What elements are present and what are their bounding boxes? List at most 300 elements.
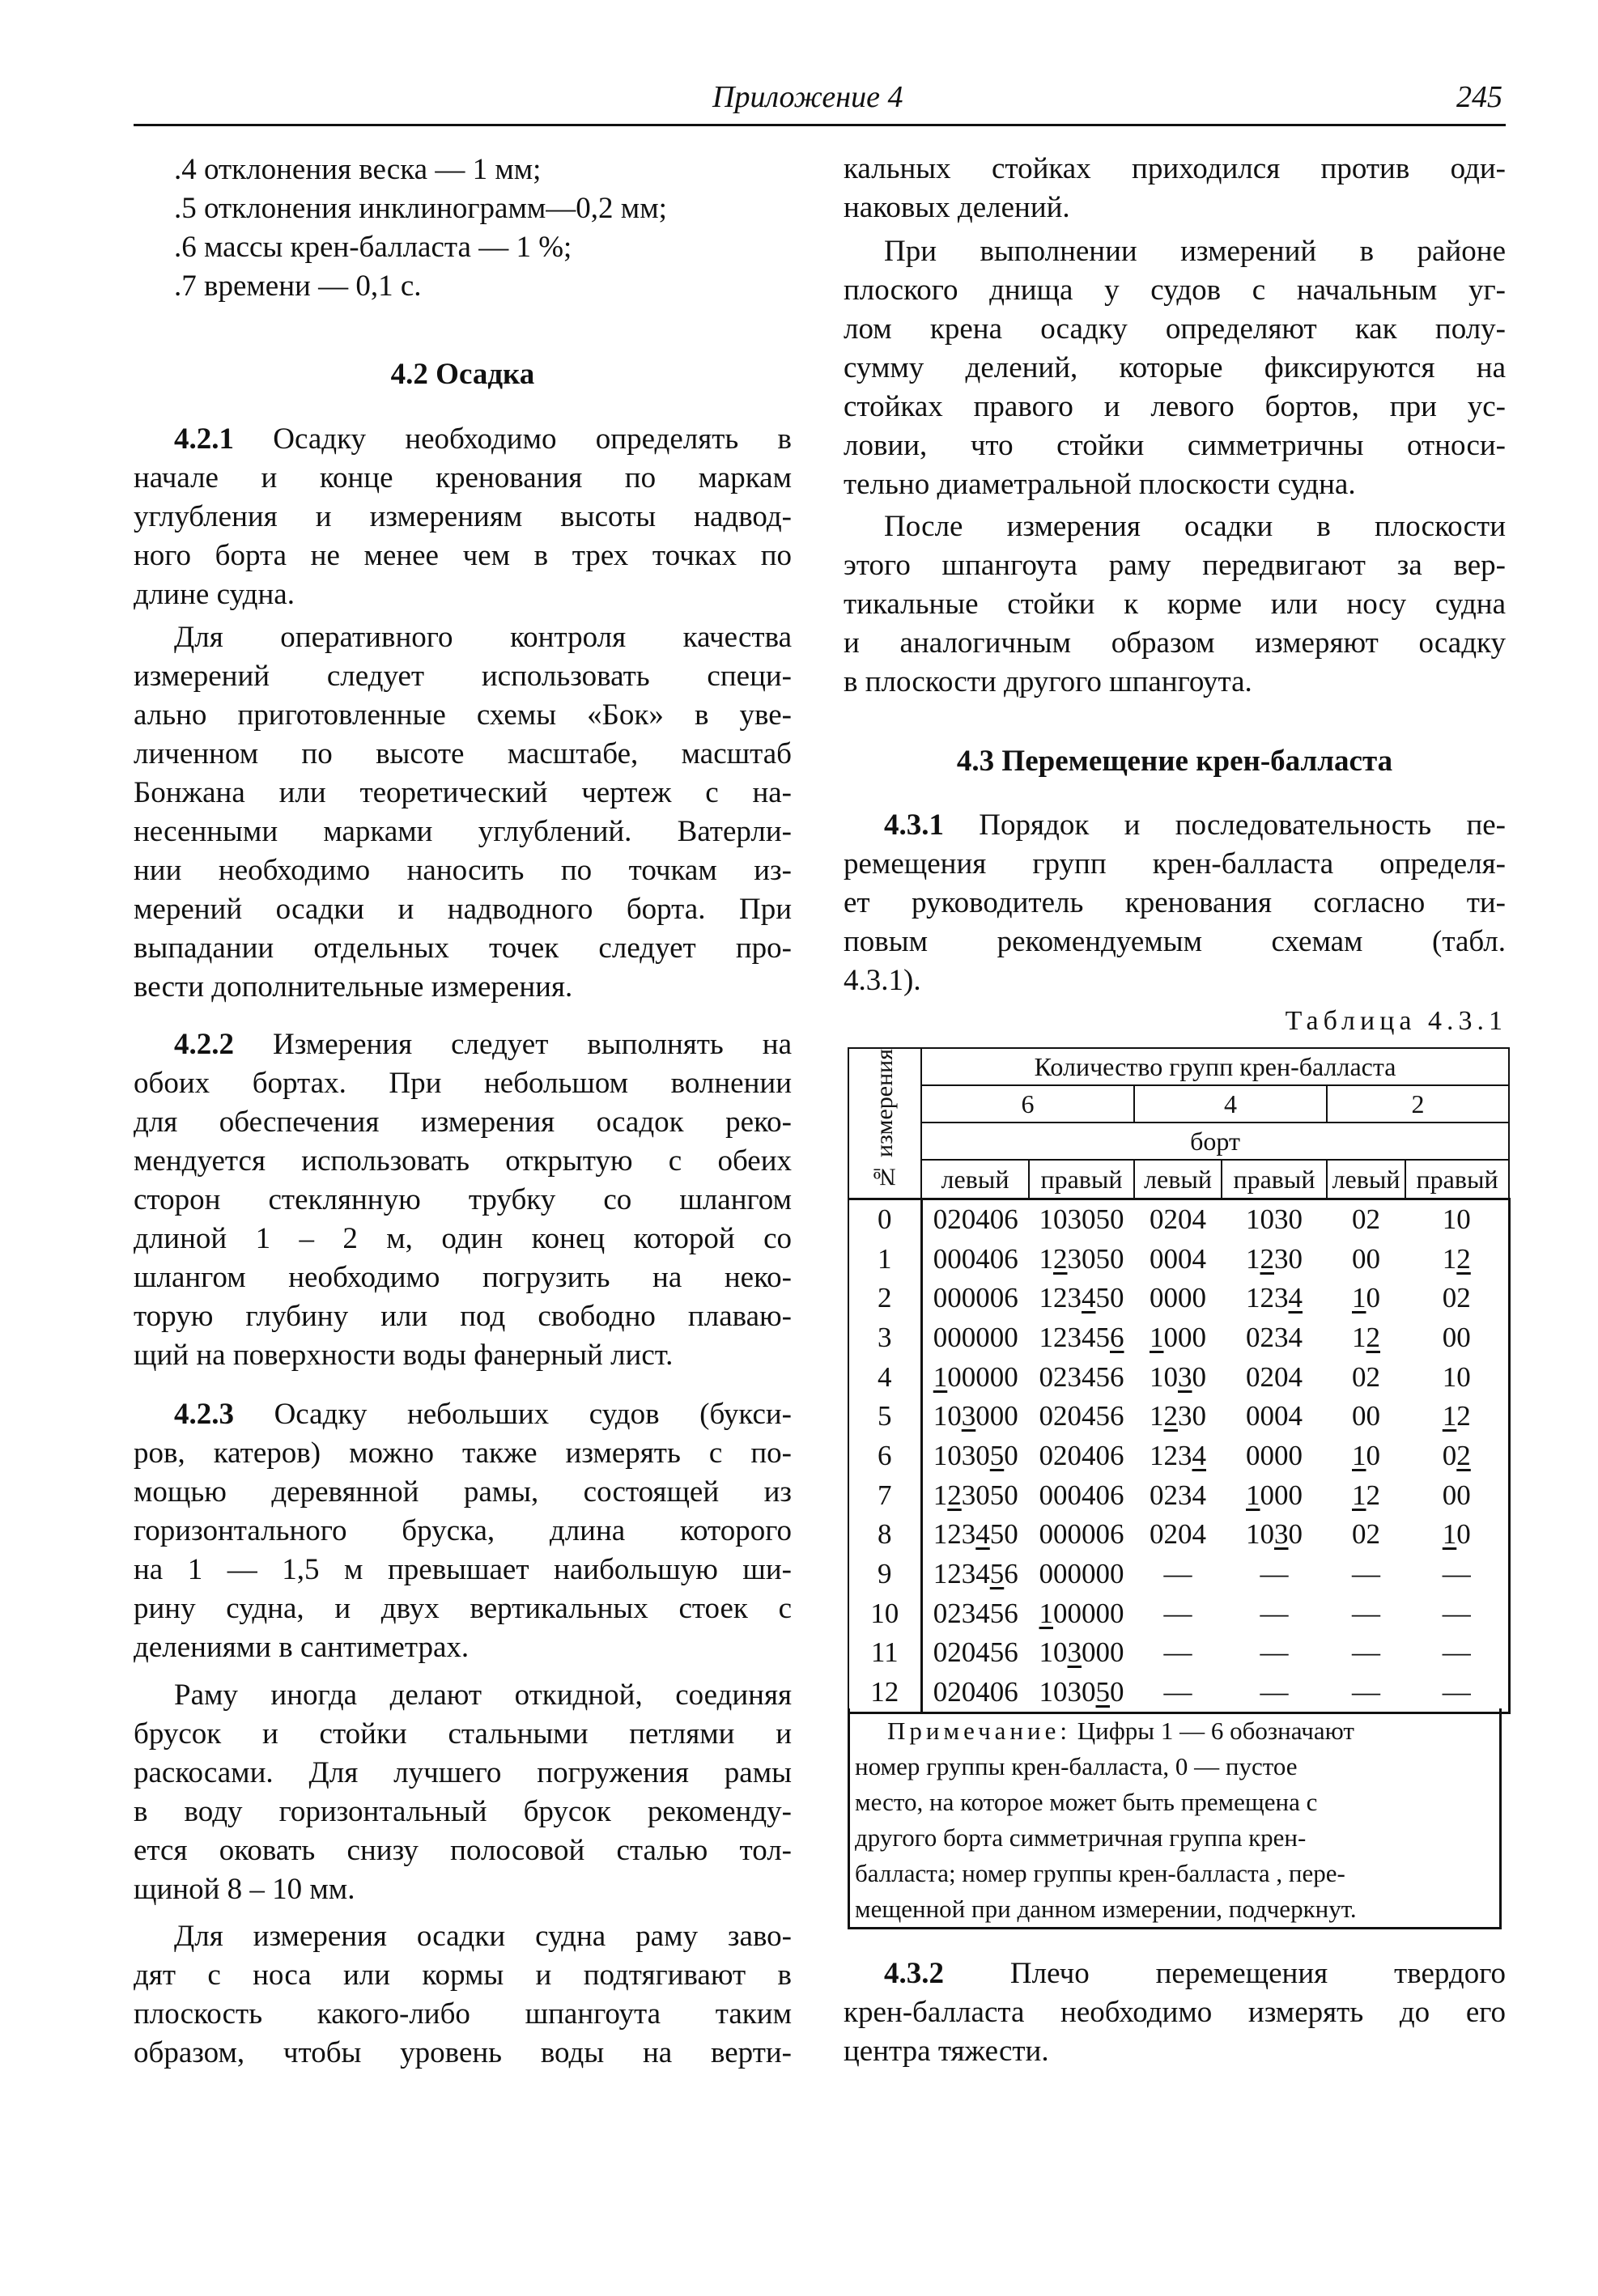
- line-text: нии необходимо наносить по точкам из-: [134, 854, 792, 887]
- table-cell: 00: [1352, 1242, 1380, 1275]
- moved-group-digit: 2: [1053, 1242, 1068, 1275]
- note-text: мещенной при данном измерении, подчеркнут.: [855, 1895, 1357, 1923]
- table-cell: 02: [1352, 1518, 1380, 1551]
- text-line: [134, 1220, 792, 1258]
- line-text: Измерения следует выполнять на: [272, 1028, 792, 1061]
- moved-group-digit: 6: [1110, 1321, 1124, 1353]
- moved-group-digit: 2: [1163, 1400, 1178, 1432]
- measurement-no: 0: [848, 1199, 921, 1239]
- note-line: [855, 1713, 1496, 1749]
- list-item: .6 массы крен-балласта — 1 %;: [174, 231, 572, 264]
- text-line: [134, 1103, 792, 1142]
- line-text: делениями в сантиметрах.: [134, 1631, 470, 1664]
- line-text: в воду горизонтальный брусок рекоменду-: [134, 1795, 792, 1828]
- table-cell: —: [1405, 1594, 1509, 1633]
- side-right: правый: [1222, 1160, 1327, 1199]
- measurement-no: 5: [848, 1397, 921, 1437]
- text-line: [844, 1993, 1506, 2032]
- line-text: шлангом необходимо погрузить на неко-: [134, 1261, 792, 1294]
- text-line: [134, 1434, 792, 1473]
- text-line: [844, 845, 1506, 884]
- table-cell: 1030: [1222, 1199, 1327, 1239]
- moved-group-digit: 1: [1442, 1518, 1457, 1551]
- line-text: тикальные стойки к корме или носу судна: [844, 588, 1506, 621]
- line-text: стойках правого и левого бортов, при ус-: [844, 390, 1506, 423]
- table-cell: 02: [1327, 1199, 1405, 1239]
- line-text: ет руководитель кренования согласно ти-: [844, 886, 1506, 919]
- text-line: [134, 1917, 792, 1956]
- text-line: [134, 459, 792, 498]
- text-line: [134, 890, 792, 929]
- line-text: этого шпангоута раму передвигают за вер-: [844, 549, 1506, 582]
- text-line: [134, 1995, 792, 2034]
- measurement-no: 6: [848, 1437, 921, 1476]
- side-left: левый: [1327, 1160, 1405, 1199]
- table-cell: 020406: [921, 1199, 1029, 1239]
- line-text: измерений следует использовать специ-: [134, 660, 792, 693]
- line-text: кальных стойках приходился против оди-: [844, 152, 1506, 185]
- table-cell: —: [1405, 1633, 1509, 1673]
- text-line: [134, 498, 792, 537]
- table-cell: 1234: [1150, 1439, 1206, 1471]
- list-item: .4 отклонения веска — 1 мм;: [174, 153, 542, 186]
- text-line: [134, 1181, 792, 1220]
- text-line: [844, 310, 1506, 349]
- measurement-no: 3: [848, 1318, 921, 1358]
- moved-group-digit: 3: [1178, 1360, 1192, 1393]
- table-cell: 000406: [933, 1242, 1018, 1275]
- table-cell: 020456: [1039, 1400, 1124, 1432]
- note-line: [855, 1856, 1496, 1891]
- text-line: [844, 663, 1506, 702]
- table-cell: 023456: [1039, 1360, 1124, 1393]
- note-line: [855, 1749, 1496, 1785]
- line-text: наковых делений.: [844, 191, 1070, 224]
- text-line: [844, 150, 1506, 189]
- table-cell: 12: [1405, 1239, 1509, 1279]
- table-cell: 123456: [933, 1558, 1018, 1590]
- line-text: торую глубину или под свободно плаваю-: [134, 1300, 792, 1333]
- line-text: длине судна.: [134, 578, 295, 611]
- moved-group-digit: 2: [1456, 1242, 1471, 1275]
- section-number: 4.2.3: [174, 1398, 234, 1431]
- measurement-no: 12: [848, 1673, 921, 1713]
- running-header-title: Приложение 4: [712, 80, 903, 114]
- table-cell: 02: [1352, 1360, 1380, 1393]
- text-line: [844, 2032, 1506, 2071]
- moved-group-digit: 4: [1288, 1282, 1303, 1314]
- line-text: в плоскости другого шпангоута.: [844, 665, 1252, 698]
- measurement-no: 8: [848, 1515, 921, 1555]
- table-cell: —: [1260, 1597, 1289, 1629]
- table-cell: 0004: [1246, 1400, 1303, 1432]
- table-cell: 123456: [1039, 1321, 1124, 1353]
- line-text: повым рекомендуемым схемам (табл.: [844, 925, 1506, 958]
- table-cell: 1000: [1150, 1321, 1206, 1353]
- table-cell: 000406: [1039, 1479, 1124, 1511]
- text-line: [134, 1025, 792, 1064]
- page-number: 245: [1456, 80, 1502, 114]
- text-line: [134, 1395, 792, 1434]
- text-line: [844, 465, 1506, 504]
- section-heading-4-2: 4.2 Осадка: [390, 358, 535, 391]
- moved-group-digit: 1: [1150, 1321, 1164, 1353]
- text-line: [844, 189, 1506, 227]
- line-text: сумму делений, которые фиксируются на: [844, 351, 1506, 384]
- text-line: [844, 427, 1506, 465]
- note-text: место, на которое может быть премещена с: [855, 1788, 1318, 1816]
- line-text: мендуется использовать открытую с обеих: [134, 1144, 792, 1178]
- line-text: на 1 — 1,5 м превышает наибольшую ши-: [134, 1553, 792, 1586]
- text-line: [844, 923, 1506, 961]
- measurement-no: 10: [848, 1594, 921, 1633]
- line-text: длиной 1 – 2 м, один конец которой со: [134, 1222, 792, 1255]
- moved-group-digit: 4: [975, 1518, 990, 1551]
- text-line: [844, 961, 1506, 1000]
- moved-group-digit: 1: [1246, 1479, 1260, 1511]
- table-cell: 000000: [933, 1321, 1018, 1353]
- text-line: [134, 1064, 792, 1103]
- table-cell: 00: [1405, 1318, 1509, 1358]
- table-cell: 020456: [933, 1636, 1018, 1669]
- line-text: плоскость какого-либо шпангоута таким: [134, 1997, 792, 2031]
- table-row: [848, 1199, 1509, 1239]
- text-line: [134, 1676, 792, 1715]
- list-item: .7 времени — 0,1 с.: [174, 269, 422, 303]
- header-rule: [134, 124, 1506, 126]
- table-cell: 0234: [1150, 1479, 1206, 1511]
- table-row: [848, 1239, 1509, 1279]
- paragraph: [134, 420, 792, 614]
- table-cell: 103000: [1039, 1636, 1124, 1669]
- note-text: другого борта симметричная группа крен-: [855, 1823, 1307, 1852]
- line-text: обоих бортах. При небольшом волнении: [134, 1067, 792, 1100]
- moved-group-digit: 2: [1260, 1242, 1274, 1275]
- line-text: дят с носа или кормы и подтягивают в: [134, 1959, 792, 1992]
- side-right: правый: [1029, 1160, 1134, 1199]
- paragraph: [844, 1954, 1506, 2071]
- table-row: [848, 1279, 1509, 1318]
- table-row: [848, 1515, 1509, 1555]
- text-line: [134, 929, 792, 968]
- side-left: левый: [921, 1160, 1029, 1199]
- table-cell: 0000: [1150, 1282, 1206, 1314]
- line-text: При выполнении измерений в районе: [884, 235, 1506, 268]
- group-6: 6: [921, 1085, 1134, 1123]
- measurement-no: 2: [848, 1279, 921, 1318]
- table-cell: 1230: [1246, 1242, 1303, 1275]
- paragraph: [134, 618, 792, 1007]
- text-line: [844, 1954, 1506, 1993]
- table-cell: 10: [1352, 1282, 1380, 1314]
- table-cell: —: [1405, 1673, 1509, 1713]
- line-text: сторон стеклянную трубку со шлангом: [134, 1183, 792, 1216]
- ballast-table: [848, 1047, 1511, 1714]
- text-line: [134, 1754, 792, 1793]
- text-line: [134, 851, 792, 890]
- table-cell: 000006: [933, 1282, 1018, 1314]
- text-line: [134, 968, 792, 1007]
- table-row: [848, 1594, 1509, 1633]
- text-line: [134, 1142, 792, 1181]
- text-line: [134, 2034, 792, 2073]
- text-line: [134, 618, 792, 657]
- moved-group-digit: 1: [1039, 1597, 1053, 1629]
- text-line: [134, 537, 792, 575]
- text-line: [134, 1870, 792, 1909]
- line-text: Осадку небольших судов (букси-: [274, 1398, 792, 1431]
- paragraph: [134, 1025, 792, 1375]
- table-cell: —: [1352, 1558, 1380, 1590]
- line-text: раскосами. Для лучшего погружения рамы: [134, 1756, 792, 1789]
- measurement-no: 7: [848, 1475, 921, 1515]
- line-text: После измерения осадки в плоскости: [884, 510, 1506, 543]
- table-row: [848, 1633, 1509, 1673]
- text-line: [134, 1715, 792, 1754]
- line-text: центра тяжести.: [844, 2035, 1049, 2068]
- table-cell: 103050: [933, 1439, 1018, 1471]
- side-header: борт: [921, 1123, 1509, 1160]
- text-line: [134, 1512, 792, 1551]
- table-cell: 123050: [1039, 1242, 1124, 1275]
- line-text: ловии, что стойки симметричны относи-: [844, 429, 1506, 462]
- table-cell: 0234: [1246, 1321, 1303, 1353]
- line-text: вести дополнительные измерения.: [134, 970, 573, 1004]
- line-text: и аналогичным образом измеряют осадку: [844, 626, 1506, 660]
- text-line: [134, 696, 792, 735]
- paragraph: [134, 1395, 792, 1667]
- line-text: Порядок и последовательность пе-: [979, 808, 1506, 842]
- tolerance-list: [134, 151, 792, 306]
- table-cell: 10: [1405, 1199, 1509, 1239]
- text-line: [134, 1831, 792, 1870]
- paragraph: [844, 150, 1506, 227]
- line-text: горизонтального бруска, длина которого: [134, 1514, 792, 1547]
- text-line: [134, 1258, 792, 1297]
- table-cell: 100000: [1039, 1597, 1124, 1629]
- line-text: личенном по высоте масштабе, масштаб: [134, 737, 792, 770]
- table-cell: —: [1163, 1636, 1192, 1669]
- line-text: рину судна, и двух вертикальных стоек с: [134, 1592, 792, 1625]
- line-text: Для оперативного контроля качества: [174, 621, 792, 654]
- note-line: [855, 1785, 1496, 1820]
- section-heading-4-3: 4.3 Перемещение крен-балласта: [956, 745, 1393, 778]
- line-text: Раму иногда делают откидной, соединяя: [174, 1678, 792, 1712]
- table-cell: 123450: [1039, 1282, 1124, 1314]
- text-line: [134, 1628, 792, 1667]
- table-cell: 000000: [1039, 1558, 1124, 1590]
- text-line: [134, 813, 792, 851]
- table-cell: 020406: [1039, 1439, 1124, 1471]
- table-cell: —: [1134, 1673, 1222, 1713]
- text-line: [844, 585, 1506, 624]
- line-text: Бонжана или теоретический чертеж с на-: [134, 776, 792, 809]
- section-number: 4.2.1: [174, 422, 234, 456]
- table-cell: 02: [1405, 1279, 1509, 1318]
- moved-group-digit: 1: [1352, 1282, 1366, 1314]
- table-cell: 10: [1405, 1515, 1509, 1555]
- moved-group-digit: 2: [1366, 1321, 1380, 1353]
- line-text: мощью деревянной рамы, состоящей из: [134, 1475, 792, 1509]
- moved-group-digit: 1: [1442, 1400, 1457, 1432]
- table-cell: 0204: [1150, 1518, 1206, 1551]
- table-caption: Таблица 4.3.1: [1285, 1006, 1507, 1036]
- line-text: мерений осадки и надводного борта. При: [134, 893, 792, 926]
- table-cell: —: [1405, 1555, 1509, 1594]
- table-cell: 0204: [1246, 1360, 1303, 1393]
- moved-group-digit: 1: [1352, 1479, 1366, 1511]
- line-text: несенными марками углублений. Ватерли-: [134, 815, 792, 848]
- moved-group-digit: 2: [947, 1479, 962, 1511]
- line-text: 4.3.1).: [844, 964, 921, 997]
- table-row: [848, 1673, 1509, 1713]
- section-number: 4.2.2: [174, 1028, 234, 1061]
- line-text: ально приготовленные схемы «Бок» в уве-: [134, 698, 792, 732]
- moved-group-digit: 1: [933, 1360, 948, 1393]
- line-text: ного борта не менее чем в трех точках по: [134, 539, 792, 572]
- text-line: [844, 349, 1506, 388]
- col-measurement-no: [848, 1048, 921, 1199]
- table-cell: 0004: [1150, 1242, 1206, 1275]
- col-measurement-no-label: № измерения: [871, 1049, 898, 1190]
- table-cell: 103050: [1029, 1199, 1134, 1239]
- table-cell: 10: [1352, 1439, 1380, 1471]
- table-note: [848, 1708, 1502, 1929]
- paragraph: [134, 1676, 792, 1909]
- paragraph: [844, 232, 1506, 504]
- table-cell: 100000: [933, 1360, 1018, 1393]
- note-text: балласта; номер группы крен-балласта , пере-: [855, 1859, 1345, 1887]
- table-cell: 1000: [1246, 1479, 1303, 1511]
- note-line: [855, 1891, 1496, 1927]
- line-text: щий на поверхности воды фанерный лист.: [134, 1339, 674, 1372]
- table-cell: 0000: [1246, 1439, 1303, 1471]
- moved-group-digit: 3: [961, 1400, 976, 1432]
- paragraph: [844, 507, 1506, 702]
- moved-group-digit: 4: [1082, 1282, 1096, 1314]
- table-cell: 12: [1405, 1397, 1509, 1437]
- line-text: начале и конце кренования по маркам: [134, 461, 792, 494]
- side-right: правый: [1405, 1160, 1509, 1199]
- table-cell: —: [1260, 1558, 1289, 1590]
- moved-group-digit: 3: [1274, 1518, 1289, 1551]
- group-4: 4: [1134, 1085, 1327, 1123]
- line-text: для обеспечения измерения осадок реко-: [134, 1106, 792, 1139]
- text-line: [844, 884, 1506, 923]
- text-line: [134, 1473, 792, 1512]
- table-cell: 0204: [1134, 1199, 1222, 1239]
- text-line: [134, 1956, 792, 1995]
- text-line: [134, 774, 792, 813]
- measurement-no: 1: [848, 1239, 921, 1279]
- line-text: ется оковать снизу полосовой сталью тол-: [134, 1834, 792, 1867]
- table-cell: 12: [1352, 1321, 1380, 1353]
- table-cell: 020406: [921, 1673, 1029, 1713]
- group-header: Количество групп крен-балласта: [921, 1048, 1509, 1085]
- measurement-no: 11: [848, 1633, 921, 1673]
- table-cell: 123450: [933, 1518, 1018, 1551]
- text-line: [134, 575, 792, 614]
- table-cell: 103050: [1029, 1673, 1134, 1713]
- table-row: [848, 1555, 1509, 1594]
- table-cell: —: [1163, 1597, 1192, 1629]
- note-line: [855, 1820, 1496, 1856]
- table-cell: 1030: [1150, 1360, 1206, 1393]
- text-line: [844, 806, 1506, 845]
- line-text: Для измерения осадки судна раму заво-: [174, 1920, 792, 1953]
- table-row: [848, 1357, 1509, 1397]
- line-text: ров, катеров) можно также измерять с по-: [134, 1437, 792, 1470]
- table-cell: —: [1222, 1673, 1327, 1713]
- moved-group-digit: 5: [989, 1558, 1005, 1590]
- text-line: [134, 1589, 792, 1628]
- line-text: плоского днища у судов с начальным уг-: [844, 274, 1506, 307]
- table-cell: 1230: [1150, 1400, 1206, 1432]
- table-cell: —: [1352, 1636, 1380, 1669]
- table-cell: 00: [1405, 1475, 1509, 1515]
- line-text: крен-балласта необходимо измерять до его: [844, 1996, 1506, 2029]
- line-text: тельно диаметральной плоскости судна.: [844, 468, 1356, 501]
- moved-group-digit: 3: [1067, 1636, 1082, 1669]
- text-line: [134, 1336, 792, 1375]
- table-cell: 1234: [1246, 1282, 1303, 1314]
- text-line: [844, 507, 1506, 546]
- note-label: Примечание:: [887, 1717, 1071, 1745]
- moved-group-digit: 1: [1352, 1439, 1366, 1471]
- line-text: щиной 8 – 10 мм.: [134, 1873, 355, 1906]
- list-item: .5 отклонения инклинограмм—0,2 мм;: [174, 192, 667, 225]
- text-line: [844, 232, 1506, 271]
- table-cell: 12: [1352, 1479, 1380, 1511]
- measurement-no: 4: [848, 1357, 921, 1397]
- note-text: номер группы крен-балласта, 0 — пустое: [855, 1752, 1298, 1780]
- paragraph: [844, 806, 1506, 1000]
- moved-group-digit: 5: [1095, 1676, 1110, 1708]
- line-text: углубления и измерениям высоты надвод-: [134, 500, 792, 533]
- moved-group-digit: 5: [989, 1439, 1005, 1471]
- table-cell: 123050: [933, 1479, 1018, 1511]
- line-text: брусок и стойки стальными петлями и: [134, 1717, 792, 1751]
- line-text: выпадании отдельных точек следует про-: [134, 932, 792, 965]
- table-cell: —: [1260, 1636, 1289, 1669]
- group-2: 2: [1327, 1085, 1509, 1123]
- paragraph: [134, 1917, 792, 2073]
- side-left: левый: [1134, 1160, 1222, 1199]
- text-line: [134, 1793, 792, 1831]
- table-row: [848, 1318, 1509, 1358]
- text-line: [134, 1297, 792, 1336]
- table-cell: 103000: [933, 1400, 1018, 1432]
- line-text: ремещения групп крен-балласта определя-: [844, 847, 1506, 881]
- line-text: Осадку необходимо определять в: [273, 422, 793, 456]
- table-row: [848, 1475, 1509, 1515]
- table-cell: 1030: [1246, 1518, 1303, 1551]
- moved-group-digit: 4: [1192, 1439, 1206, 1471]
- line-text: образом, чтобы уровень воды на верти-: [134, 2036, 792, 2069]
- line-text: лом крена осадку определяют как полу-: [844, 312, 1506, 346]
- text-line: [844, 271, 1506, 310]
- measurement-no: 9: [848, 1555, 921, 1594]
- text-line: [134, 735, 792, 774]
- text-line: [134, 420, 792, 459]
- text-line: [844, 388, 1506, 427]
- text-line: [134, 657, 792, 696]
- table-cell: —: [1163, 1558, 1192, 1590]
- table-cell: 02: [1405, 1437, 1509, 1476]
- table-cell: 023456: [933, 1597, 1018, 1629]
- table-cell: —: [1352, 1597, 1380, 1629]
- note-text: Цифры 1 — 6 обозначают: [1077, 1717, 1354, 1745]
